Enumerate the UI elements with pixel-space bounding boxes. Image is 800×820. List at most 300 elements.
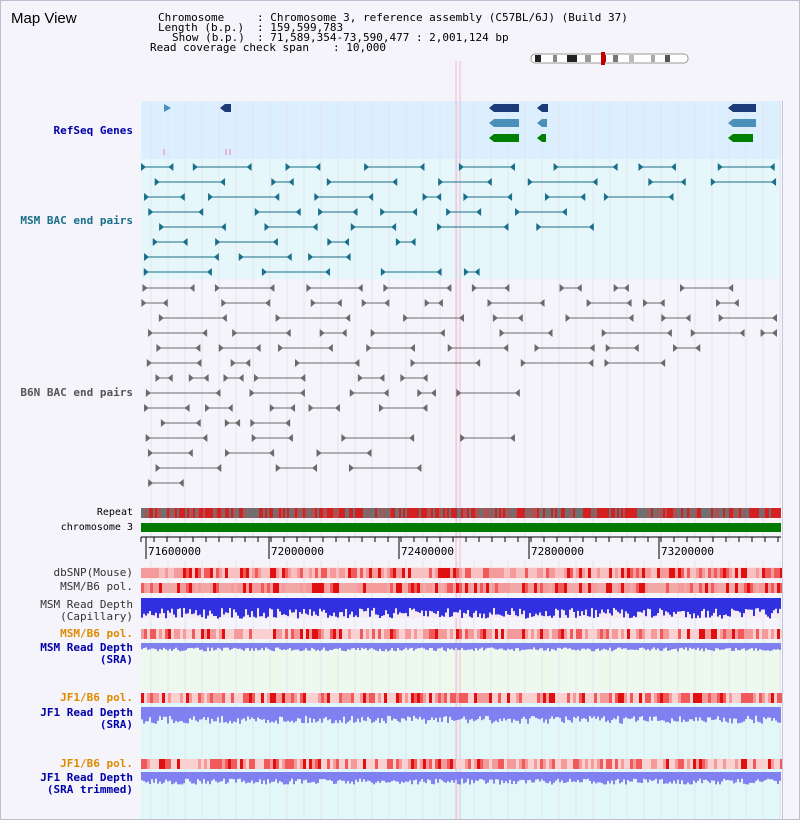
- msm-sra-depth-bar: [207, 643, 209, 648]
- msm-b6-pol-sra-strip: [273, 629, 276, 639]
- b6n-bac-pair-end: [416, 464, 421, 472]
- repeat-segment: [589, 508, 591, 518]
- msm-capillary-depth-bar: [453, 598, 455, 612]
- msm-sra-depth-bar: [707, 643, 709, 650]
- b6n-bac-pair-end: [614, 284, 619, 292]
- repeat-segment: [291, 508, 293, 518]
- jf1-b6-pol-trimmed-strip: [213, 759, 216, 769]
- jf1-trimmed-depth-bar: [161, 772, 163, 784]
- jf1-b6-pol-trimmed-strip: [507, 759, 510, 769]
- msm-b6-pol-sra-strip: [525, 629, 528, 639]
- msm-capillary-depth-bar: [723, 598, 725, 615]
- msm-b6-pol-sra-strip: [306, 629, 309, 639]
- repeat-segment: [679, 508, 681, 518]
- msm-capillary-depth-bar: [197, 598, 199, 615]
- repeat-segment: [371, 508, 373, 518]
- jf1-b6-pol-trimmed-strip: [777, 759, 780, 769]
- b6n-bac-pair-end: [196, 419, 201, 427]
- jf1-trimmed-depth-bar: [731, 772, 733, 781]
- msm-capillary-depth-bar: [517, 598, 519, 616]
- jf1-trimmed-depth-bar: [721, 772, 723, 782]
- msm-sra-depth-bar: [259, 643, 261, 650]
- msm-sra-depth-bar: [537, 643, 539, 650]
- jf1-b6-pol-strip: [525, 693, 528, 703]
- jf1-b6-pol-trimmed-strip: [693, 759, 696, 769]
- jf1-sra-depth-bar: [555, 707, 557, 717]
- b6n-bac-pair-end: [510, 434, 515, 442]
- msm-b6-pol-strip: [387, 583, 390, 593]
- jf1-trimmed-depth-bar: [417, 772, 419, 784]
- jf1-sra-depth-bar: [495, 707, 497, 720]
- repeat-segment: [377, 508, 379, 518]
- msm-capillary-depth-bar: [237, 598, 239, 616]
- dbsnp-strip: [771, 568, 774, 578]
- jf1-b6-pol-strip: [444, 693, 447, 703]
- msm-capillary-depth-bar: [649, 598, 651, 609]
- jf1-sra-depth-bar: [549, 707, 551, 719]
- msm-b6-pol-sra-strip: [519, 629, 522, 639]
- msm-capillary-depth-bar: [281, 598, 283, 615]
- msm-b6-pol-strip: [675, 583, 678, 593]
- msm-capillary-depth-bar: [461, 598, 463, 618]
- jf1-b6-pol-trimmed-strip: [330, 759, 333, 769]
- repeat-segment: [159, 508, 161, 518]
- msm-b6-pol-strip: [687, 583, 690, 593]
- repeat-segment: [645, 508, 647, 518]
- msm-sra-depth-bar: [485, 643, 487, 649]
- msm-b6-pol-sra-strip: [153, 629, 156, 639]
- msm-b6-pol-strip: [273, 583, 276, 593]
- jf1-b6-pol-strip: [522, 693, 525, 703]
- msm-sra-depth-bar: [645, 643, 647, 650]
- jf1-sra-depth-bar: [311, 707, 313, 723]
- msm-capillary-depth-bar: [465, 598, 467, 614]
- jf1-b6-pol-trimmed-strip: [288, 759, 291, 769]
- repeat-segment: [729, 508, 731, 518]
- msm-b6-pol-strip: [528, 583, 531, 593]
- msm-b6-pol-sra-strip: [666, 629, 669, 639]
- jf1-trimmed-depth-bar: [221, 772, 223, 781]
- repeat-segment: [535, 508, 537, 518]
- msm-b6-pol-sra-strip: [660, 629, 663, 639]
- msm-sra-depth-bar: [699, 643, 701, 650]
- jf1-b6-pol-strip: [645, 693, 648, 703]
- jf1-sra-depth-bar: [361, 707, 363, 717]
- msm-capillary-depth-bar: [207, 598, 209, 616]
- msm-sra-depth-bar: [689, 643, 691, 648]
- show-value: : 71,589,354-73,590,477 : 2,001,124 bp: [257, 31, 509, 44]
- jf1-sra-depth-bar: [191, 707, 193, 720]
- msm-b6-pol-strip: [291, 583, 294, 593]
- jf1-sra-depth-bar: [591, 707, 593, 718]
- msm-b6-pol-strip: [507, 583, 510, 593]
- jf1-trimmed-depth-bar: [763, 772, 765, 781]
- jf1-sra-depth-bar: [441, 707, 443, 722]
- msm-sra-depth-bar: [267, 643, 269, 649]
- jf1-sra-depth-bar: [227, 707, 229, 723]
- msm-capillary-depth-bar: [531, 598, 533, 617]
- jf1-b6-pol-strip: [753, 693, 756, 703]
- msm-b6-pol-sra-strip: [192, 629, 195, 639]
- msm-b6-pol-sra-strip: [504, 629, 507, 639]
- msm-sra-depth-bar: [425, 643, 427, 650]
- msm-sra-depth-bar: [253, 643, 255, 651]
- msm-b6-pol-strip: [639, 583, 642, 593]
- jf1-b6-pol-strip: [762, 693, 765, 703]
- repeat-segment: [697, 508, 699, 518]
- dbsnp-strip: [465, 568, 468, 578]
- msm-b6-pol-strip: [576, 583, 579, 593]
- dbsnp-strip: [768, 568, 771, 578]
- dbsnp-strip: [708, 568, 711, 578]
- jf1-trimmed-depth-bar: [745, 772, 747, 784]
- repeat-segment: [265, 508, 267, 518]
- msm-b6-pol-strip: [699, 583, 702, 593]
- jf1-sra-depth-bar: [493, 707, 495, 722]
- msm-sra-depth-bar: [435, 643, 437, 651]
- jf1-sra-depth-bar: [501, 707, 503, 721]
- msm-sra-depth-bar: [209, 643, 211, 651]
- dbsnp-strip: [690, 568, 693, 578]
- msm-sra-depth-bar: [669, 643, 671, 650]
- msm-capillary-depth-bar: [283, 598, 285, 614]
- jf1-sra-depth-bar: [697, 707, 699, 721]
- dbsnp-strip: [540, 568, 543, 578]
- jf1-sra-depth-bar: [639, 707, 641, 717]
- b6n-bac-pair-end: [290, 404, 295, 412]
- msm-b6-pol-sra-strip: [357, 629, 360, 639]
- msm-b6-pol-strip: [372, 583, 375, 593]
- dbsnp-strip: [141, 568, 144, 578]
- dbsnp-strip: [666, 568, 669, 578]
- jf1-trimmed-depth-bar: [603, 772, 605, 784]
- repeat-segment: [205, 508, 207, 518]
- jf1-b6-pol-strip: [417, 693, 420, 703]
- jf1-b6-pol-strip: [738, 693, 741, 703]
- jf1-sra-depth-bar: [455, 707, 457, 720]
- jf1-b6-pol-strip: [357, 693, 360, 703]
- msm-sra-depth-bar: [511, 643, 513, 649]
- jf1-b6-pol-strip: [537, 693, 540, 703]
- dbsnp-strip: [471, 568, 474, 578]
- msm-b6-pol-strip: [762, 583, 765, 593]
- jf1-sra-depth-bar: [619, 707, 621, 723]
- msm-sra-depth-bar: [747, 643, 749, 650]
- jf1-sra-depth-bar: [607, 707, 609, 721]
- msm-sra-depth-bar: [363, 643, 365, 649]
- msm-sra-depth-bar: [351, 643, 353, 648]
- dbsnp-strip: [696, 568, 699, 578]
- msm-capillary-depth-bar: [565, 598, 567, 615]
- repeat-segment: [231, 508, 233, 518]
- msm-capillary-depth-bar: [509, 598, 511, 615]
- msm-b6-pol-strip: [342, 583, 345, 593]
- repeat-segment: [505, 508, 507, 518]
- b6n-bac-pair-end: [141, 299, 146, 307]
- jf1-b6-pol-strip: [267, 693, 270, 703]
- msm-b6-pol-strip: [396, 583, 399, 593]
- repeat-segment: [655, 508, 657, 518]
- msm-capillary-depth-bar: [537, 598, 539, 615]
- msm-capillary-depth-bar: [719, 598, 721, 615]
- b6n-bac-pair-end: [431, 389, 436, 397]
- jf1-trimmed-depth-bar: [387, 772, 389, 782]
- jf1-trimmed-depth-bar: [771, 772, 773, 779]
- jf1-sra-depth-bar: [667, 707, 669, 722]
- msm-sra-depth-bar: [167, 643, 169, 650]
- msm-b6-pol-strip: [426, 583, 429, 593]
- jf1-sra-depth-bar: [685, 707, 687, 722]
- repeat-segment: [427, 508, 429, 518]
- msm-sra-depth-bar: [321, 643, 323, 650]
- msm-sra-depth-bar: [283, 643, 285, 649]
- repeat-segment: [283, 508, 285, 518]
- jf1-trimmed-depth-bar: [555, 772, 557, 781]
- msm-sra-depth-bar: [583, 643, 585, 649]
- jf1-b6-pol-strip: [627, 693, 630, 703]
- repeat-segment: [357, 508, 359, 518]
- jf1-b6-pol-trimmed-strip: [678, 759, 681, 769]
- jf1-b6-pol-strip: [534, 693, 537, 703]
- repeat-segment: [709, 508, 711, 518]
- jf1-trimmed-depth-bar: [457, 772, 459, 784]
- repeat-segment: [191, 508, 193, 518]
- msm-sra-depth-bar: [675, 643, 677, 649]
- msm-sra-depth-bar: [313, 643, 315, 649]
- msm-b6-pol-strip: [330, 583, 333, 593]
- repeat-segment: [637, 508, 639, 518]
- dbsnp-strip: [219, 568, 222, 578]
- msm-b6-pol-sra-strip: [480, 629, 483, 639]
- msm-b6-pol-sra-strip: [411, 629, 414, 639]
- jf1-sra-depth-bar: [417, 707, 419, 719]
- b6n-bac-pair-end: [379, 404, 384, 412]
- jf1-trimmed-depth-bar: [565, 772, 567, 783]
- jf1-sra-depth-bar: [391, 707, 393, 720]
- jf1-sra-depth-bar: [199, 707, 201, 719]
- msm-bac-region: [141, 159, 781, 279]
- msm-capillary-depth-bar: [689, 598, 691, 614]
- jf1-b6-pol-strip: [600, 693, 603, 703]
- msm-capillary-depth-bar: [607, 598, 609, 609]
- msm-sra-depth-bar: [297, 643, 299, 649]
- jf1-sra-depth-bar: [509, 707, 511, 719]
- repeat-segment: [227, 508, 229, 518]
- dbsnp-strip: [225, 568, 228, 578]
- msm-sra-depth-bar: [219, 643, 221, 649]
- repeat-segment: [625, 508, 627, 518]
- jf1-sra-depth-bar: [755, 707, 757, 716]
- jf1-trimmed-depth-bar: [149, 772, 151, 784]
- jf1-b6-pol-trimmed-strip: [660, 759, 663, 769]
- jf1-b6-pol-trimmed-strip: [564, 759, 567, 769]
- msm-sra-depth-bar: [233, 643, 235, 648]
- msm-sra-depth-bar: [717, 643, 719, 648]
- msm-sra-depth-bar: [409, 643, 411, 648]
- msm-b6-pol-strip: [501, 583, 504, 593]
- jf1-b6-pol-strip: [438, 693, 441, 703]
- repeat-segment: [193, 508, 195, 518]
- jf1-b6-pol-trimmed-strip: [279, 759, 282, 769]
- dbsnp-strip: [723, 568, 726, 578]
- ideogram-band: [665, 55, 670, 62]
- dbsnp-strip: [423, 568, 426, 578]
- msm-sra-depth-bar: [657, 643, 659, 648]
- jf1-trimmed-depth-bar: [227, 772, 229, 782]
- jf1-b6-pol-strip: [483, 693, 486, 703]
- jf1-b6-pol-strip: [195, 693, 198, 703]
- jf1-b6-pol-trimmed-strip: [171, 759, 174, 769]
- jf1-b6-pol-trimmed-strip: [762, 759, 765, 769]
- gene-block: [542, 134, 546, 142]
- jf1-sra-depth-bar: [733, 707, 735, 719]
- msm-b6-pol-strip: [663, 583, 666, 593]
- msm-b6-pol-sra-strip: [351, 629, 354, 639]
- dbsnp-strip: [744, 568, 747, 578]
- dbsnp-strip: [594, 568, 597, 578]
- msm-b6-pol-strip: [192, 583, 195, 593]
- jf1-b6-pol-strip: [501, 693, 504, 703]
- b6n-bac-pair-end: [256, 344, 261, 352]
- msm-capillary-depth-bar: [571, 598, 573, 608]
- jf1-trimmed-depth-bar: [165, 772, 167, 780]
- msm-capillary-depth-bar: [543, 598, 545, 616]
- jf1-trimmed-depth-bar: [665, 772, 667, 783]
- jf1-trimmed-depth-bar: [569, 772, 571, 779]
- jf1-sra-depth-bar: [679, 707, 681, 716]
- b6n-bac-pair-end: [661, 314, 666, 322]
- dbsnp-strip: [267, 568, 270, 578]
- repeat-segment: [489, 508, 491, 518]
- msm-capillary-depth-bar: [697, 598, 699, 616]
- repeat-segment: [187, 508, 189, 518]
- repeat-segment: [563, 508, 565, 518]
- msm-b6-pol-sra-strip: [705, 629, 708, 639]
- repeat-segment: [255, 508, 257, 518]
- repeat-segment: [471, 508, 473, 518]
- msm-b6-pol-sra-strip: [471, 629, 474, 639]
- dbsnp-strip: [750, 568, 753, 578]
- jf1-sra-depth-bar: [181, 707, 183, 721]
- jf1-b6-pol-strip: [207, 693, 210, 703]
- jf1-trimmed-depth-bar: [765, 772, 767, 780]
- jf1-trimmed-depth-bar: [283, 772, 285, 784]
- msm-capillary-depth-bar: [561, 598, 563, 610]
- jf1-trimmed-depth-bar: [671, 772, 673, 784]
- msm-capillary-depth-bar: [617, 598, 619, 612]
- repeat-segment: [629, 508, 631, 518]
- b6n-bac-pair-end: [503, 344, 508, 352]
- repeat-segment: [653, 508, 655, 518]
- msm-sra-depth-bar: [619, 643, 621, 647]
- msm-sra-depth-bar: [411, 643, 413, 648]
- msm-sra-depth-bar: [157, 643, 159, 651]
- jf1-b6-pol-trimmed-strip: [732, 759, 735, 769]
- repeat-segment: [331, 508, 333, 518]
- msm-b6-pol-strip: [657, 583, 660, 593]
- msm-sra-depth-bar: [223, 643, 225, 648]
- jf1-trimmed-depth-bar: [489, 772, 491, 780]
- msm-b6-pol-strip: [144, 583, 147, 593]
- msm-b6-pol-sra-strip: [243, 629, 246, 639]
- jf1-sra-depth-bar: [511, 707, 513, 723]
- msm-b6-pol-sra-strip: [147, 629, 150, 639]
- dbsnp-strip: [516, 568, 519, 578]
- msm-b6-pol-strip: [333, 583, 336, 593]
- msm-capillary-depth-bar: [663, 598, 665, 615]
- msm-sra-depth-bar: [305, 643, 307, 648]
- jf1-b6-pol-strip: [378, 693, 381, 703]
- msm-b6-pol-strip: [237, 583, 240, 593]
- msm-capillary-depth-bar: [599, 598, 601, 613]
- msm-capillary-depth-bar: [147, 598, 149, 613]
- jf1-b6-pol-trimmed-strip: [351, 759, 354, 769]
- msm-b6-pol-strip: [765, 583, 768, 593]
- dbsnp-strip: [561, 568, 564, 578]
- jf1-b6-pol-trimmed-strip: [570, 759, 573, 769]
- repeat-segment: [727, 508, 729, 518]
- msm-capillary-depth-bar: [721, 598, 723, 619]
- jf1-sra-depth-bar: [267, 707, 269, 720]
- msm-capillary-depth-bar: [397, 598, 399, 614]
- repeat-segment: [455, 508, 457, 518]
- jf1-b6-pol-strip: [198, 693, 201, 703]
- jf1-trimmed-depth-bar: [531, 772, 533, 782]
- msm-capillary-depth-bar: [359, 598, 361, 609]
- jf1-trimmed-depth-bar: [203, 772, 205, 779]
- dbsnp-strip: [417, 568, 420, 578]
- msm-capillary-depth-bar: [409, 598, 411, 608]
- msm-sra-depth-bar: [371, 643, 373, 648]
- msm-capillary-depth-bar: [519, 598, 521, 609]
- dbsnp-strip: [207, 568, 210, 578]
- msm-capillary-depth-bar: [247, 598, 249, 615]
- msm-capillary-depth-bar: [567, 598, 569, 618]
- jf1-b6-pol-trimmed-strip: [207, 759, 210, 769]
- dbsnp-strip: [732, 568, 735, 578]
- msm-b6-pol-sra-strip: [159, 629, 162, 639]
- repeat-segment: [169, 508, 171, 518]
- msm-sra-depth-bar: [571, 643, 573, 650]
- msm-capillary-depth-bar: [213, 598, 215, 616]
- jf1-trimmed-depth-bar: [335, 772, 337, 784]
- jf1-trimmed-depth-bar: [681, 772, 683, 780]
- msm-capillary-depth-bar: [205, 598, 207, 619]
- repeat-segment: [215, 508, 217, 518]
- jf1-b6-pol-trimmed-strip: [582, 759, 585, 769]
- jf1-sra-depth-bar: [525, 707, 527, 719]
- jf1-sra-depth-bar: [473, 707, 475, 721]
- gene-block: [733, 104, 756, 112]
- msm-b6-pol-strip: [570, 583, 573, 593]
- msm-capillary-depth-bar: [769, 598, 771, 618]
- jf1-sra-depth-bar: [709, 707, 711, 717]
- msm-sra-depth-bar: [247, 643, 249, 648]
- msm-capillary-depth-bar: [671, 598, 673, 617]
- msm-capillary-depth-bar: [163, 598, 165, 613]
- msm-capillary-depth-bar: [637, 598, 639, 612]
- msm-capillary-depth-bar: [299, 598, 301, 612]
- jf1-trimmed-depth-bar: [271, 772, 273, 782]
- jf1-trimmed-depth-bar: [691, 772, 693, 784]
- msm-capillary-depth-bar: [727, 598, 729, 616]
- jf1-trimmed-depth-bar: [389, 772, 391, 782]
- dbsnp-strip: [381, 568, 384, 578]
- jf1-trimmed-depth-bar: [761, 772, 763, 782]
- msm-sra-depth-bar: [513, 643, 515, 651]
- jf1-b6-pol-trimmed-strip: [294, 759, 297, 769]
- msm-sra-depth-bar: [475, 643, 477, 648]
